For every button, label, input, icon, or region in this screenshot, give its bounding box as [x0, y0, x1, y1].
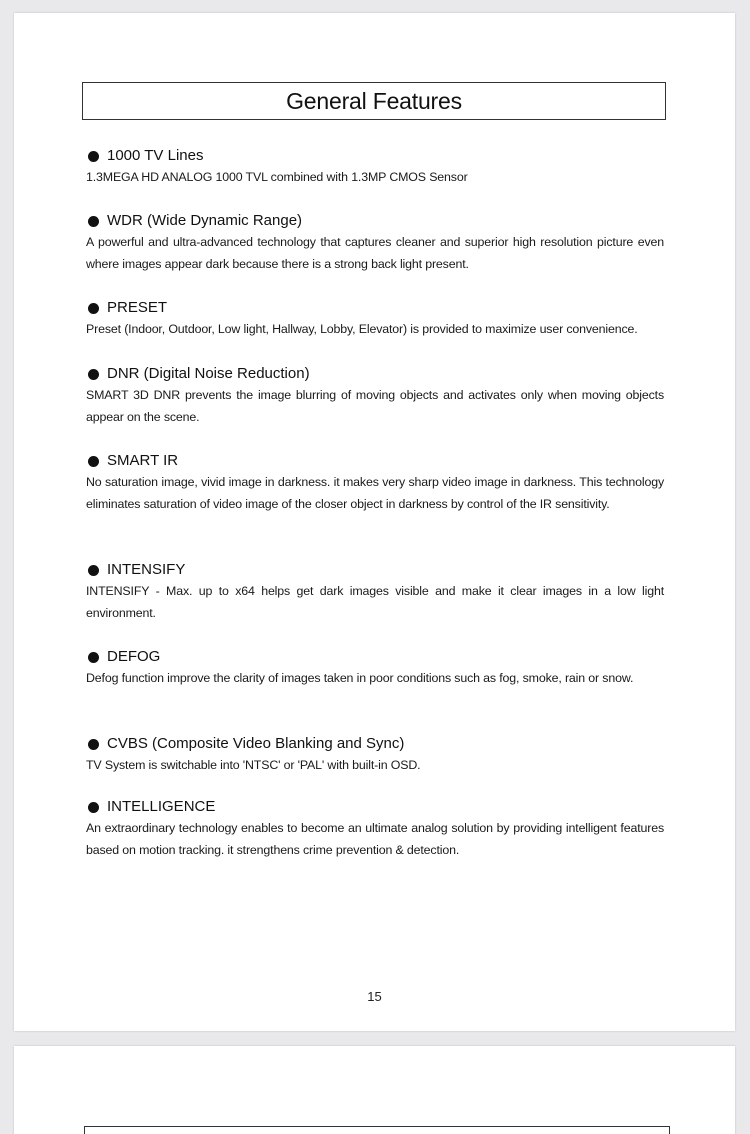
feature-description: Preset (Indoor, Outdoor, Low light, Hallway, Lobby, Elevator) is provided to maximize user convenience. [86, 322, 638, 336]
feature-title: 1000 TV Lines [107, 147, 204, 164]
feature-description: SMART 3D DNR prevents the image blurring of moving objects and activates only when moving objects appear on the scene. [86, 388, 664, 424]
feature-description: INTENSIFY - Max. up to x64 helps get dark images visible and make it clear images in a low light environment. [86, 584, 664, 620]
page-number: 15 [367, 989, 382, 1004]
feature-heading [86, 146, 664, 166]
feature-item [86, 211, 664, 275]
feature-heading [86, 364, 664, 384]
bullet-icon [88, 652, 99, 663]
feature-title: DEFOG [107, 648, 161, 665]
feature-item [86, 451, 664, 515]
bullet-icon [88, 565, 99, 576]
feature-description: TV System is switchable into 'NTSC' or 'PAL' with built-in OSD. [86, 758, 421, 772]
feature-heading [86, 734, 664, 754]
feature-description: Defog function improve the clarity of images taken in poor conditions such as fog, smoke, rain or snow. [86, 671, 634, 685]
next-document-page [14, 1046, 735, 1134]
feature-heading [86, 451, 664, 471]
document-page [14, 13, 735, 1031]
feature-description: 1.3MEGA HD ANALOG 1000 TVL combined with 1.3MP CMOS Sensor [86, 170, 468, 184]
feature-item [86, 298, 664, 340]
feature-title: WDR (Wide Dynamic Range) [107, 212, 303, 229]
feature-item [86, 647, 664, 689]
bullet-icon [88, 739, 99, 750]
feature-heading [86, 560, 664, 580]
feature-title: SMART IR [107, 452, 179, 469]
feature-heading [86, 298, 664, 318]
feature-item [86, 797, 664, 861]
bullet-icon [88, 456, 99, 467]
feature-title: DNR (Digital Noise Reduction) [107, 365, 310, 382]
feature-item [86, 734, 664, 776]
bullet-icon [88, 151, 99, 162]
feature-heading [86, 211, 664, 231]
feature-description: No saturation image, vivid image in darkness. it makes very sharp video image in darkness. This technology eliminates saturation of video image of the closer object in darkness by control of the IR sensitivity. [86, 475, 664, 511]
bullet-icon [88, 216, 99, 227]
feature-item [86, 146, 664, 188]
feature-description: A powerful and ultra-advanced technology that captures cleaner and superior high resolution picture even where images appear dark because there is a strong back light present. [86, 235, 664, 271]
feature-title: INTELLIGENCE [107, 798, 216, 815]
feature-item [86, 560, 664, 624]
next-page-title-box [84, 1126, 670, 1134]
bullet-icon [88, 369, 99, 380]
page-title: General Features [82, 82, 666, 120]
feature-heading [86, 647, 664, 667]
feature-title: INTENSIFY [107, 561, 186, 578]
feature-title: PRESET [107, 299, 168, 316]
feature-title: CVBS (Composite Video Blanking and Sync) [107, 735, 405, 752]
feature-description: An extraordinary technology enables to become an ultimate analog solution by providing intelligent features based on motion tracking. it strengthens crime prevention & detection. [86, 821, 664, 857]
feature-item [86, 364, 664, 428]
bullet-icon [88, 802, 99, 813]
bullet-icon [88, 303, 99, 314]
feature-heading [86, 797, 664, 817]
